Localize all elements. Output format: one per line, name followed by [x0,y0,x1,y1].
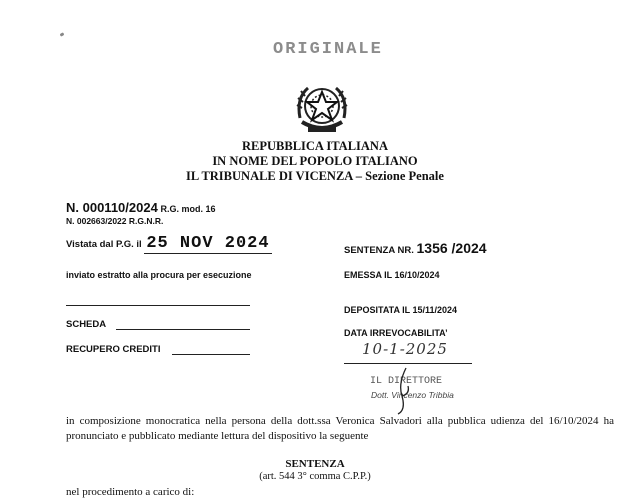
visto-label: Vistata dal P.G. il [66,239,142,250]
recupero-line [172,354,250,355]
scan-speck [60,32,65,37]
depositata-date: DEPOSITATA IL 15/11/2024 [344,305,458,315]
sentence-number-line [344,240,487,256]
director-name: Dott. Vincenzo Tribbia [371,390,454,400]
irrevocabile-line [344,363,472,364]
irrevocabile-handwritten-date: 10-1-2025 [362,340,448,358]
scheda-label: SCHEDA [66,319,107,330]
inviato-text: inviato estratto alla procura per esecuzione [66,270,252,280]
visto-date-stamp: 25 NOV 2024 [146,234,270,253]
blank-line [66,305,250,306]
recupero-crediti-label: RECUPERO CREDITI [66,344,161,355]
sentenza-reference: (art. 544 3° comma C.P.P.) [259,471,371,482]
sentence-number: 1356 /2024 [416,240,487,256]
irrevocabile-label: DATA IRREVOCABILITA’ [344,328,448,338]
body-paragraph: in composizione monocratica nella persona della dott.ssa Veronica Salvadori alla pubblica udienza del 16/10/2024 ha pronunciato e pubblicato mediante lettura del dispositivo la seguente [66,415,614,442]
scheda-line [116,329,250,330]
italian-republic-emblem-icon [292,78,352,140]
emessa-date: EMESSA IL 16/10/2024 [344,270,440,280]
header-tribunal: IL TRIBUNALE DI VICENZA – Sezione Penale [186,169,444,183]
procedimento-text: nel procedimento a carico di: [66,486,195,498]
visto-line [66,234,272,253]
rg-number: N. 000110/2024 [66,200,158,215]
rg-suffix: R.G. mod. 16 [160,204,216,214]
sentence-label: SENTENZA NR. [344,245,414,256]
rg-number-line [66,200,215,215]
header-people: IN NOME DEL POPOLO ITALIANO [212,154,418,168]
rgnr-number: N. 002663/2022 R.G.N.R. [66,216,164,226]
header-republic: REPUBBLICA ITALIANA [242,139,388,153]
director-signature-icon [392,366,416,416]
originale-stamp: ORIGINALE [273,40,383,59]
director-title: IL DIRETTORE [370,376,443,387]
sentenza-title: SENTENZA [285,458,345,470]
